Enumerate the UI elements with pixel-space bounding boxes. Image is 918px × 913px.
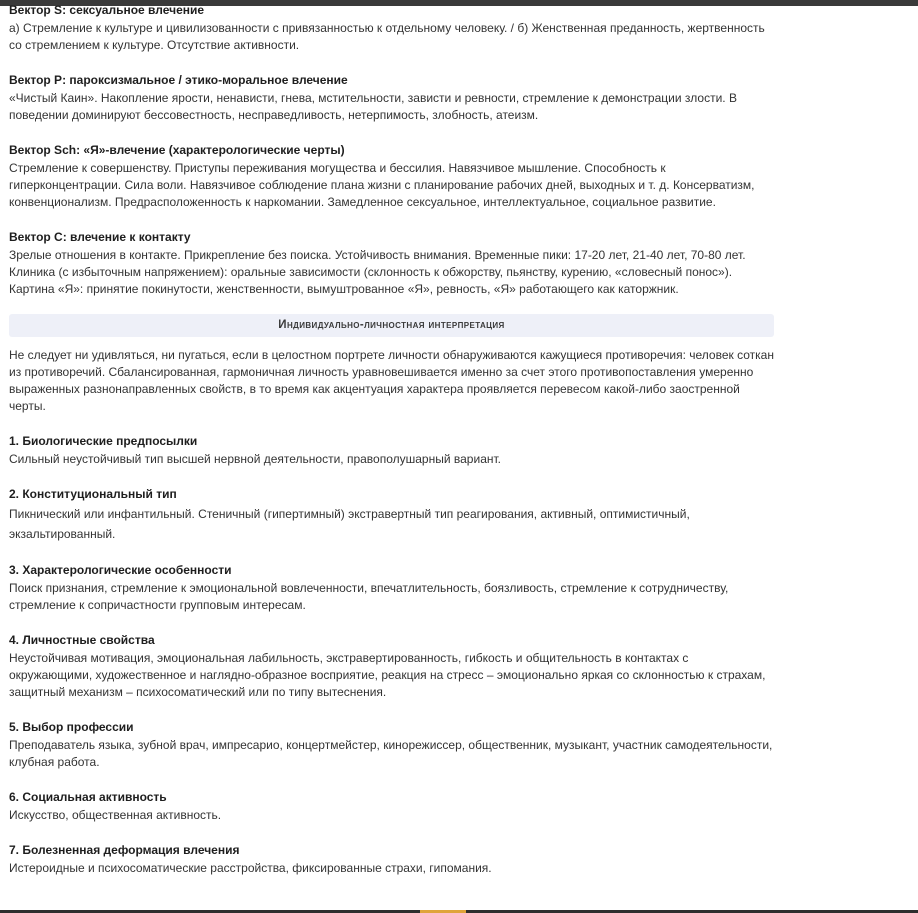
vector-sch-block xyxy=(9,142,774,211)
interpretation-item-1 xyxy=(9,433,774,468)
item-3-text: Поиск признания, стремление к эмоциональной вовлеченности, впечатлительность, боязливость, стремление к сотрудничеству, стремление к сопричастности групповым интересам. xyxy=(9,581,729,612)
item-4-title: 4. Личностные свойства xyxy=(9,633,155,647)
vector-sch-title: Вектор Sch: «Я»-влечение (характерологические черты) xyxy=(9,143,345,157)
vector-s-title: Вектор S: сексуальное влечение xyxy=(9,3,205,17)
item-2-title: 2. Конституциональный тип xyxy=(9,487,177,501)
vector-c-text: Зрелые отношения в контакте. Прикрепление без поиска. Устойчивость внимания. Временные пики: 17-20 лет, 21-40 лет, 70-80 лет. Клиника (с избыточным напряжением): оральные зависимости (склонность к обжорству, пьянству, курению, «словесный понос»). Картина «Я»: принятие покинутости, женственности, вымуштрованное «Я», ревность, «Я» работающего как каторжник. xyxy=(9,248,746,296)
item-5-title: 5. Выбор профессии xyxy=(9,720,134,734)
interpretation-banner: Индивидуально-личностная интерпретация xyxy=(9,314,774,337)
vector-p-block xyxy=(9,72,774,124)
interpretation-item-5 xyxy=(9,719,774,771)
item-1-text: Сильный неустойчивый тип высшей нервной деятельности, правополушарный вариант. xyxy=(9,452,501,466)
vector-p-text: «Чистый Каин». Накопление ярости, ненависти, гнева, мстительности, зависти и ревности, стремление к демонстрации злости. В поведении доминируют бессовестность, несправедливость, нетерпимость, злобность, атеизм. xyxy=(9,91,737,122)
document-content xyxy=(9,2,774,877)
vector-c-title: Вектор C: влечение к контакту xyxy=(9,230,191,244)
vector-sch-text: Стремление к совершенству. Приступы переживания могущества и бессилия. Навязчивое мышление. Способность к гиперконцентрации. Сила воли. Навязчивое соблюдение плана жизни с планирование рабочих дней, выходных и т. д. Консерватизм, конвенционализм. Предрасположенность к наркомании. Замедленное сексуальное, интеллектуальное, социальное развитие. xyxy=(9,161,755,209)
item-4-text: Неустойчивая мотивация, эмоциональная лабильность, экстравертированность, гибкость и общительность в контактах с окружающими, художественное и наглядно-образное восприятие, реакция на стресс – эмоционально яркая со склонностью к страхам, защитный механизм – психосоматический или по типу вытеснения. xyxy=(9,651,766,699)
interpretation-item-3 xyxy=(9,562,774,614)
vector-s-block xyxy=(9,2,774,54)
interpretation-item-2 xyxy=(9,486,774,544)
interpretation-item-6 xyxy=(9,789,774,824)
vector-c-block xyxy=(9,229,774,298)
vector-p-title: Вектор P: пароксизмальное / этико-моральное влечение xyxy=(9,73,348,87)
vector-s-text: а) Стремление к культуре и цивилизованности с привязанностью к отдельному человеку. / б) Женственная преданность, жертвенность со стремлением к культуре. Отсутствие активности. xyxy=(9,21,765,52)
item-3-title: 3. Характерологические особенности xyxy=(9,563,232,577)
interpretation-item-4 xyxy=(9,632,774,701)
interpretation-intro: Не следует ни удивляться, ни пугаться, если в целостном портрете личности обнаруживаются кажущиеся противоречия: человек соткан из противоречий. Сбалансированная, гармоничная личность уравновешивается именно за счет этого противопоставления умеренно выраженных разнонаправленных свойств, в то время как акцентуация характера проявляется перевесом какой-либо заостренной черты. xyxy=(9,348,774,413)
interpretation-item-7 xyxy=(9,842,774,877)
item-2-text: Пикнический или инфантильный. Стеничный (гипертимный) экстравертный тип реагирования, активный, оптимистичный, экзальтированный. xyxy=(9,507,690,541)
item-1-title: 1. Биологические предпосылки xyxy=(9,434,198,448)
item-7-text: Истероидные и психосоматические расстройства, фиксированные страхи, гипомания. xyxy=(9,861,492,875)
item-7-title: 7. Болезненная деформация влечения xyxy=(9,843,240,857)
item-5-text: Преподаватель языка, зубной врач, импресарио, концертмейстер, кинорежиссер, общественник, музыкант, участник самодеятельности, клубная работа. xyxy=(9,738,773,769)
item-6-title: 6. Социальная активность xyxy=(9,790,167,804)
item-6-text: Искусство, общественная активность. xyxy=(9,808,222,822)
